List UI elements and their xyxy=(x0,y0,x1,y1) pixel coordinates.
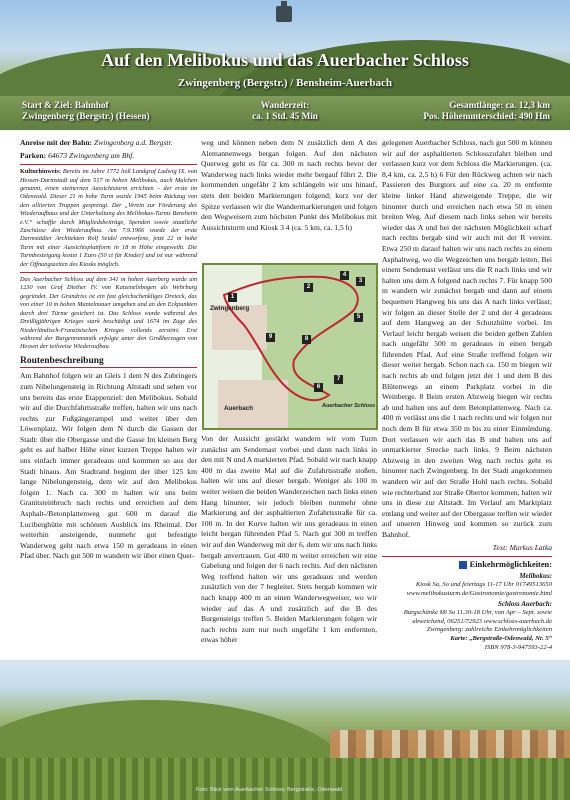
map-reference: Karte: „Bergstraße-Odenwald, Nr. 5“ xyxy=(450,634,552,642)
tip2-name: Schloss Auerbach: xyxy=(497,599,552,608)
fork-knife-icon xyxy=(459,561,467,569)
page-subtitle: Zwingenberg (Bergstr.) / Bensheim-Auerbach xyxy=(177,77,393,89)
tower-icon xyxy=(276,6,292,22)
column-right xyxy=(382,138,552,652)
route-text-right: gelegenen Auerbacher Schloss, nach gut 500 m können wir auf der asphaltierten Schlosszufahrt bleiben und verlassen kurz vor dem Schloss die Markierungen. (ca. 8,4 km, ca. 2,5 h) 6 Für den Rückweg achten wir nach Passieren des Burgtors auf eine ca. 20 m entfernte kleine linker Hand abzweigende Treppe, die wir hinunter durch und erreichen nach etwa 50 m einen breiten Weg. Auf diesem nach links sehen wir bereits wieder das A und bei der nächsten Möglichkeit scharf nach rechts bergab sind wir auch mit der R vereint. Etwa 250 m darauf halten wir uns nach rechts zu einem Asphaltweg, wo die Wegzeichen uns bergab leiten. Bei einem Sendemast verlässt uns die R nach links und wir halten uns dem A folgend nach rechts 7. Für knapp 500 m wandern wir zunächst bergab und dann auf einem bequemen Hangweg bis uns das A nach links verlässt; wir folgen an dieser Stelle der 2 und der 4 geradeaus auf dem Hangweg an der Schutzhütte vorbei. Im Verlauf leicht bergab weisen die beiden gelben Zahlen nach ungefähr 500 m geradeaus in einen bergab führenden Pfad. Auf eine Straße treffend folgen wir dieser weiter bergab. Schon nach ca. 150 m biegen wir nach rechts ab und folgen jetzt der 1 und dem B des Blütenwegs an einem Parkplatz vorbei in die Weinberge. 8 Beim ersten Abzweig biegen wir rechts ab und halten uns auf dem Betonplattenweg. Nach ca. 400 m verlässt uns die 1 nach rechts und wir folgen nur noch dem B für etwa 350 m bis zu einer Einmündung. Dort verlassen wir auch das B und halten uns auf unmarkierter Strecke nach links. 9 Beim nächsten Abzweig in den zweiten Weg nach rechts geht es hinunter nach Zwingenberg. In der Stadt angekommen wandern wir auf der Straße Hohl nach rechts. Sobald wie rechterhand zur Straße Obertor kommen, halten wir uns in diese zur Altstadt. Im Verlauf am Marktplatz entlang und weiter auf der Obergasse treffen wir wieder auf unseren Hinweg und kommen so zurück zum Bahnhof. xyxy=(382,138,552,539)
distance-info xyxy=(423,100,550,122)
map-marker-1: 1 xyxy=(228,293,237,302)
header-photo xyxy=(0,0,570,130)
time-value: ca. 1 Std. 45 Min xyxy=(252,111,318,121)
author: Text: Markus Latka xyxy=(492,542,552,552)
route-text-middle-bottom: Von der Aussicht gestärkt wandern wir vom Turm zunächst am Sendemast vorbei und dann nach links in den mit N und A markierten Pfad. Sobald wir nach knapp 400 m das zweite Mal auf die Zufahrtsstraße stoßen, halten wir uns auf dieser bergab. Weniger als 100 m weiter weisen die beiden Wanderzeichen nach links einen Hang hinunter, wir jedoch bleiben nunmehr ohne Markierung auf der asphaltierten Zufahrtsstraße für ca. 100 m. In der Kurve halten wir uns geradeaus in einen leicht bergan führenden Pfad 5. Nach gut 300 m treffen wir auf den Wanderweg mit der 6, dem wir uns nach links bergab anvertrauen. Gut 400 m weiter erreichen wir eine Gabelung und folgen der 6 nach rechts. Auf den nächsten Weg treffend halten wir uns geradeaus und werden zusätzlich von der 7 begleitet. Stets bergab kommen wir nach knapp 400 m an einen Wanderwegweiser, wo wir wieder auf das A und zusätzlich auf die B des Burgensteigs treffen 5. Beiden Markierungen folgen wir nach rechts zum nur noch ungefähr 1 km entfernten, etwas höher xyxy=(201,434,377,645)
map-label-castle: Auerbacher Schloss xyxy=(322,403,376,409)
food-title xyxy=(382,560,552,571)
map-marker-3: 3 xyxy=(356,277,365,286)
map-marker-4: 4 xyxy=(340,271,349,280)
divider xyxy=(382,556,552,557)
tip2-text: Burgschänke Mi So 11.30-18 Uhr, von Apr – Sept. sowie abweichend, 06251/72923 www.schloss-auerbach.de xyxy=(403,609,552,625)
culture-text: Bereits im Jahre 1772 ließ Landgraf Ludwig IX. von Hessen-Darmstadt auf dem 517 m hohen Melibokus, auch Malchen genannt, einen steinernen Aussichtsturm errichten – der erste im Odenwald. Dieser 21 m hohe Turm wurde 1945 beim Rückzug von den alliierten Truppen gesprengt. Der „Verein zur Förderung des Wiederaufbaus und der Unterhaltung des Melibokus-Turms Bensheim e.V.“ schaffte durch Mitgliedsbeiträge, Spenden sowie staatliche Zuschüsse den Wiederaufbau. Am 7.9.1966 wurde der erste Darmstädter Architekten Rolf Seidel entworfene, jetzt 22 m hohe Turm mit einer Aussichtsplattform in 18 m Höhe eingeweiht. Die Turmbesteigung kostet 1 Euro (50 ct für Kinder) und ist nur während der Öffnungszeiten des Kiosks möglich. xyxy=(20,168,197,268)
start-label: Start & Ziel: Bahnhof xyxy=(22,100,109,110)
parking-label: Parken: xyxy=(20,150,47,160)
food-title-label: Einkehrmöglichkeiten: xyxy=(469,560,552,570)
route-text: Am Bahnhof folgen wir an Gleis 1 dem N des Zubringers zum Nibelungensteig in Richtung Altstadt und sehen vor uns bereits das erste Etappenziel: den Melibokus. Sobald wir auf die Durchfahrtsstraße treffen, halten wir uns nach rechts zur Fußgängerampel und weiter über den Löwenplatz. Wir folgen dem N durch die Gassen der Stadt: über die Obergasse und die Gasse Im kleinen Berg geht es auf halber Höhe einer kurzen Treppe halten wir uns einfach immer geradeaus und kommen so aus der Stadt hinaus. Am Stadtrand beginnt der über 125 km lange Nibelungensteig, dem wir auf den Melibokus folgen 1. Nach ca. 300 m halten wir uns beim Granitsteinbruch nach rechts und erreichen auf dem Asphalt-/Betonplattenweg gut 600 m darauf die Luciberghütte mit schönem Ausblick ins Rheintal. Der weiterhin ansteigende, nunmehr gut befestigte Wanderweg geht nach etwa 150 m geradeaus in einen Pfad über. Nach gut 500 m wandern wir über einen Quer- xyxy=(20,371,197,561)
map-marker-6: 6 xyxy=(314,383,323,392)
length-label: Gesamtlänge: ca. 12,3 km xyxy=(449,100,550,110)
vineyard xyxy=(0,758,570,800)
route-title: Routenbeschreibung xyxy=(20,356,197,369)
map-marker-8: 8 xyxy=(302,335,311,344)
culture-label: Kulturhinweis: xyxy=(20,168,61,176)
village xyxy=(330,730,570,760)
castle-note: Das Auerbacher Schloss auf dem 341 m hohen Auerberg wurde um 1230 von Graf Diether IV. von Katzenelnbogen als Wehrburg gegründet. Der Grundriss ist ein fast gleichschenkliges Dreieck, das von einer 10 m hohen Mantelmauer umgeben und an den Eckpunkten durch drei Türme gesichert ist. Das Schloss wurde während des Dreißigjährigen Krieges stark beschädigt und 1674 im Zuge des Niederländisch-Französischen Krieges vollends zerstört. Erst während der Burgenromantik erfolgte unter den Großherzogen von Hessen der teilweise Wiederaufbau. xyxy=(20,276,197,351)
arrival-line xyxy=(20,138,197,149)
photo-credit: Foto: Blick vom Auerbacher Schloss; Bergstraße, Odenwald xyxy=(196,787,343,793)
arrival-label: Anreise mit der Bahn: xyxy=(20,138,93,147)
page-title: Auf den Melibokus und das Auerbacher Schloss xyxy=(101,50,469,70)
map-label-auerbach: Auerbach xyxy=(224,405,254,412)
arrival-value: Zwingenberg a.d. Bergstr. xyxy=(93,138,173,147)
map-marker-5: 5 xyxy=(354,313,363,322)
isbn: ISBN 978-3-947593-22-4 xyxy=(484,643,552,651)
tip1-text: Kiosk Sa, So und feiertags 11-17 Uhr 01749513650 www.melibokusturm.de/Gastronomie/gastronomie.html xyxy=(406,581,552,597)
parking-line xyxy=(20,151,197,162)
time-label: Wanderzeit: xyxy=(260,100,310,110)
column-middle xyxy=(201,138,377,235)
tip1-name: Melibokus: xyxy=(519,571,552,580)
column-left xyxy=(20,138,197,564)
route-text-middle-top: weg und können neben dem N zusätzlich dem A des Alemannenwegs bergan folgen. Auf den nächsten Querweg geht es für ca. 300 m nach rechts bevor der Wanderweg nach links wieder mehr bergauf führt 2. Die kommenden ungefähr 2 km schlängeln wir uns hinauf, stets den beiden Markierungen folgend; kurz vor der Spitze verlassen wir die Wandermarkierungen und folgen den Wegweisern zum höchsten Punkt des Melibokus mit Aussichtsturm und Kiosk 3 4 (ca. 5 km, ca. 1,5 h) xyxy=(201,138,377,232)
start-value: Zwingenberg (Bergstr.) (Hessen) xyxy=(22,111,150,121)
culture-note xyxy=(20,168,197,269)
ascent-label: Pos. Höhenunterschied: 490 Hm xyxy=(423,111,550,121)
map-marker-7: 7 xyxy=(334,375,343,384)
map-marker-2: 2 xyxy=(304,283,313,292)
route-map xyxy=(202,263,378,430)
tip3-text: Zwingenberg: zahlreiche Einkehrmöglichkeiten xyxy=(426,626,552,634)
column-middle-bottom xyxy=(201,434,377,648)
map-label-zwingenberg: Zwingenberg xyxy=(210,305,250,312)
parking-value: 64673 Zwingenberg am Bhf. xyxy=(48,150,135,160)
divider xyxy=(20,164,197,165)
footer-photo xyxy=(0,660,570,800)
divider xyxy=(20,272,197,273)
map-marker-9: 9 xyxy=(266,333,275,342)
